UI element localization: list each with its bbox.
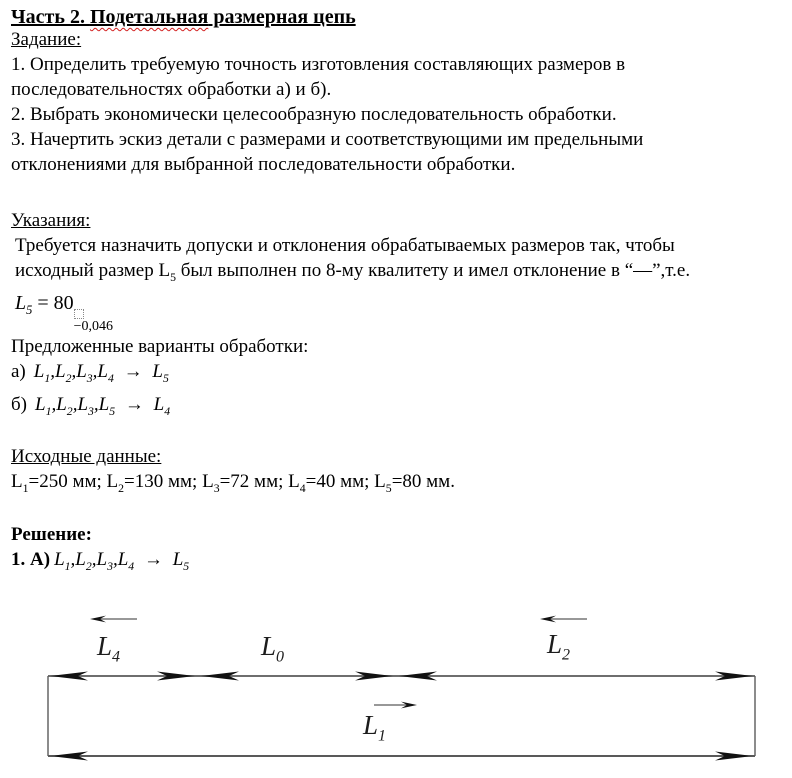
section-gap bbox=[11, 424, 782, 445]
task-line-5: отклонениями для выбранной последовательности обработки. bbox=[11, 154, 516, 175]
formula-tolerance bbox=[74, 309, 113, 334]
task-line-1: 1. Определить требуемую точность изготовления составляющих размеров в bbox=[11, 54, 626, 75]
variant-a-label: а) bbox=[11, 360, 26, 382]
guidelines-line-1: Требуется назначить допуски и отклонения обрабатываемых размеров так, чтобы bbox=[15, 235, 675, 256]
title-prefix: Часть 2. bbox=[11, 6, 90, 28]
page-title bbox=[11, 6, 782, 28]
dimension-label-l4: $L_4$ bbox=[97, 630, 121, 666]
initial-data-heading: Исходные данные: bbox=[11, 446, 162, 468]
variant-a-sequence: $L_1,L_2,L_3,L_4 \to L_5$ bbox=[33, 360, 169, 385]
dimension-chain-drawing bbox=[0, 599, 792, 778]
variant-b bbox=[11, 392, 782, 425]
solution-heading: Решение: bbox=[11, 524, 92, 546]
formula-nominal: 80 bbox=[53, 291, 74, 314]
initial-data-values: $L_1=250$ мм; $L_2=130$ мм; $L_3=72$ мм; $L_4=40$ мм; $L_5=80$ мм. bbox=[11, 471, 455, 496]
guidelines-heading: Указания: bbox=[11, 210, 91, 231]
dimension-label-l2: $L_2$ bbox=[547, 628, 571, 664]
formula-lhs: $L_5$ bbox=[15, 291, 33, 317]
dimension-label-l0: $L_0$ bbox=[261, 630, 285, 666]
placeholder-box-icon bbox=[74, 309, 84, 319]
variant-a bbox=[11, 359, 782, 392]
guidelines-line-2: исходный размер $L_5$ был выполнен по 8-му квалитету и имел отклонение в “—”,т.е. bbox=[15, 260, 691, 284]
l1-direction-arrow-icon bbox=[374, 702, 417, 709]
variant-b-label: б) bbox=[11, 393, 27, 415]
task-line-2: последовательностях обработки а) и б). bbox=[11, 79, 332, 100]
formula-equals: = bbox=[37, 291, 49, 314]
title-misspelled-word: Подетальная bbox=[89, 6, 209, 28]
variants-heading: Предложенные варианты обработки: bbox=[11, 335, 309, 357]
dimension-label-l1: $L_1$ bbox=[363, 709, 387, 745]
task-heading: Задание: bbox=[11, 29, 82, 50]
formula-lower-deviation: −0,046 bbox=[73, 318, 114, 334]
dimension-chain-diagram bbox=[0, 599, 792, 778]
section-gap bbox=[11, 501, 782, 523]
task-line-4: 3. Начертить эскиз детали с размерами и соответствующими им предельными bbox=[11, 129, 644, 150]
solution-case-a bbox=[11, 547, 782, 580]
task-line-3: 2. Выбрать экономически целесообразную последовательность обработки. bbox=[11, 104, 617, 125]
variant-b-sequence: $L_1,L_2,L_3,L_5 \to L_4$ bbox=[35, 393, 171, 418]
section-gap bbox=[11, 177, 782, 209]
solution-sequence: $L_1,L_2,L_3,L_4 \to L_5$ bbox=[54, 549, 190, 573]
l4-direction-arrow-icon bbox=[90, 616, 137, 623]
title-suffix: размерная цепь bbox=[208, 6, 356, 28]
formula-l5 bbox=[11, 290, 782, 334]
l2-direction-arrow-icon bbox=[540, 616, 587, 623]
solution-case-label: 1. А) bbox=[11, 549, 51, 571]
